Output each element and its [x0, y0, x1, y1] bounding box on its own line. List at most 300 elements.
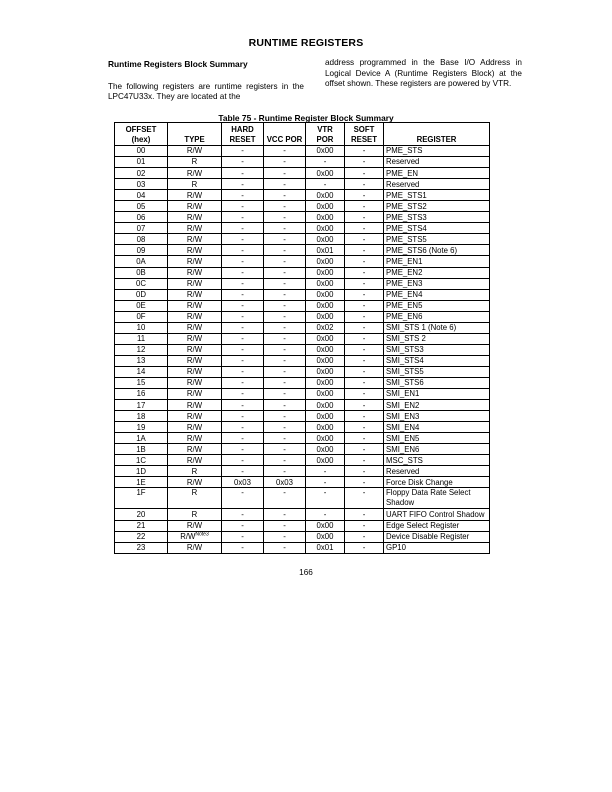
header-type: TYPE [168, 123, 222, 146]
cell-soft-reset: - [345, 433, 384, 444]
cell-hard-reset: - [222, 433, 264, 444]
cell-hard-reset: - [222, 366, 264, 377]
cell-vcc-por: - [264, 366, 306, 377]
cell-vcc-por: - [264, 267, 306, 278]
cell-vtr-por: 0x00 [306, 201, 345, 212]
cell-hard-reset: - [222, 422, 264, 433]
table-row [115, 322, 490, 333]
cell-type: R/W [168, 542, 222, 553]
cell-vtr-por: - [306, 477, 345, 488]
cell-hard-reset: - [222, 146, 264, 157]
cell-vcc-por: - [264, 179, 306, 190]
cell-offset: 04 [115, 190, 168, 201]
page-number: 166 [299, 568, 313, 577]
cell-soft-reset: - [345, 267, 384, 278]
table-row [115, 234, 490, 245]
table-row [115, 542, 490, 553]
cell-vtr-por: 0x01 [306, 245, 345, 256]
cell-register: SMI_STS6 [384, 377, 490, 388]
cell-offset: 22 [115, 531, 168, 542]
cell-vtr-por: 0x00 [306, 377, 345, 388]
cell-register: PME_EN3 [384, 278, 490, 289]
cell-soft-reset: - [345, 344, 384, 355]
table-caption: Table 75 - Runtime Register Block Summary [218, 113, 394, 123]
cell-vcc-por: - [264, 411, 306, 422]
cell-type: R/W [168, 455, 222, 466]
cell-register: Reserved [384, 157, 490, 168]
cell-vcc-por: - [264, 400, 306, 411]
cell-vtr-por: 0x00 [306, 234, 345, 245]
cell-vcc-por: - [264, 322, 306, 333]
cell-register: SMI_STS 1 (Note 6) [384, 322, 490, 333]
cell-hard-reset: - [222, 212, 264, 223]
cell-offset: 18 [115, 411, 168, 422]
header-hard-reset: HARD RESET [222, 123, 264, 146]
cell-soft-reset: - [345, 201, 384, 212]
cell-offset: 0E [115, 300, 168, 311]
table-row [115, 300, 490, 311]
table-row [115, 455, 490, 466]
cell-vcc-por: - [264, 157, 306, 168]
left-column [108, 58, 304, 103]
cell-vtr-por: 0x00 [306, 267, 345, 278]
cell-type: R/W [168, 267, 222, 278]
cell-soft-reset: - [345, 509, 384, 520]
cell-hard-reset: - [222, 509, 264, 520]
cell-type: R/W [168, 234, 222, 245]
cell-soft-reset: - [345, 366, 384, 377]
cell-hard-reset: - [222, 289, 264, 300]
cell-offset: 1D [115, 466, 168, 477]
cell-register: Floppy Data Rate Select Shadow [384, 488, 490, 509]
cell-soft-reset: - [345, 234, 384, 245]
table-row [115, 278, 490, 289]
table-row [115, 422, 490, 433]
cell-vtr-por: - [306, 179, 345, 190]
cell-offset: 14 [115, 366, 168, 377]
cell-soft-reset: - [345, 477, 384, 488]
cell-vcc-por: - [264, 223, 306, 234]
cell-offset: 1F [115, 488, 168, 509]
cell-vtr-por: 0x01 [306, 542, 345, 553]
cell-hard-reset: - [222, 311, 264, 322]
cell-register: PME_STS4 [384, 223, 490, 234]
cell-offset: 11 [115, 333, 168, 344]
cell-offset: 05 [115, 201, 168, 212]
cell-register: PME_EN [384, 168, 490, 179]
cell-vtr-por: 0x00 [306, 355, 345, 366]
cell-offset: 19 [115, 422, 168, 433]
cell-vcc-por: - [264, 168, 306, 179]
table-row [115, 146, 490, 157]
cell-offset: 0D [115, 289, 168, 300]
cell-offset: 15 [115, 377, 168, 388]
cell-vcc-por: - [264, 256, 306, 267]
cell-type: R/W [168, 355, 222, 366]
cell-type: R/W [168, 212, 222, 223]
cell-type: R/W [168, 190, 222, 201]
cell-vtr-por: 0x00 [306, 455, 345, 466]
cell-soft-reset: - [345, 542, 384, 553]
cell-vcc-por: - [264, 466, 306, 477]
cell-type: R/W [168, 146, 222, 157]
cell-vtr-por: 0x00 [306, 531, 345, 542]
cell-vcc-por: - [264, 455, 306, 466]
cell-vcc-por: - [264, 520, 306, 531]
table-row [115, 179, 490, 190]
cell-register: SMI_STS5 [384, 366, 490, 377]
cell-type: R/W [168, 311, 222, 322]
header-vtr-por: VTR POR [306, 123, 345, 146]
cell-vcc-por: - [264, 146, 306, 157]
cell-offset: 08 [115, 234, 168, 245]
section-heading: Runtime Registers Block Summary [108, 59, 248, 69]
cell-hard-reset: - [222, 389, 264, 400]
cell-type: R/W [168, 245, 222, 256]
cell-soft-reset: - [345, 256, 384, 267]
cell-offset: 1E [115, 477, 168, 488]
cell-vcc-por: 0x03 [264, 477, 306, 488]
table-row [115, 212, 490, 223]
cell-offset: 03 [115, 179, 168, 190]
cell-hard-reset: - [222, 455, 264, 466]
table-row [115, 256, 490, 267]
intro-paragraph-left: The following registers are runtime registers in the LPC47U33x. They are located at the [108, 81, 304, 102]
cell-vtr-por: 0x00 [306, 411, 345, 422]
cell-register: SMI_EN3 [384, 411, 490, 422]
table-row [115, 311, 490, 322]
header-register: REGISTER [384, 123, 490, 146]
cell-type: R/W [168, 477, 222, 488]
cell-vcc-por: - [264, 289, 306, 300]
table-row [115, 411, 490, 422]
cell-vtr-por: 0x00 [306, 146, 345, 157]
table-row [115, 223, 490, 234]
right-column [325, 58, 522, 90]
cell-offset: 13 [115, 355, 168, 366]
cell-vcc-por: - [264, 433, 306, 444]
cell-register: PME_STS3 [384, 212, 490, 223]
cell-hard-reset: - [222, 278, 264, 289]
cell-type: R/W [168, 400, 222, 411]
cell-vtr-por: - [306, 157, 345, 168]
cell-offset: 12 [115, 344, 168, 355]
cell-vtr-por: 0x00 [306, 444, 345, 455]
cell-hard-reset: - [222, 223, 264, 234]
cell-soft-reset: - [345, 245, 384, 256]
cell-vcc-por: - [264, 333, 306, 344]
cell-vcc-por: - [264, 389, 306, 400]
cell-hard-reset: - [222, 267, 264, 278]
table-row [115, 157, 490, 168]
cell-register: SMI_EN5 [384, 433, 490, 444]
cell-hard-reset: - [222, 531, 264, 542]
cell-type: R [168, 509, 222, 520]
cell-hard-reset: - [222, 179, 264, 190]
cell-type: R/W [168, 322, 222, 333]
cell-register: PME_EN5 [384, 300, 490, 311]
cell-vcc-por: - [264, 201, 306, 212]
cell-offset: 23 [115, 542, 168, 553]
table-row [115, 168, 490, 179]
cell-type: R/W [168, 520, 222, 531]
cell-hard-reset: - [222, 234, 264, 245]
table-body [115, 146, 490, 554]
cell-soft-reset: - [345, 223, 384, 234]
cell-type: R/W [168, 389, 222, 400]
table-row [115, 267, 490, 278]
cell-offset: 0C [115, 278, 168, 289]
cell-hard-reset: - [222, 300, 264, 311]
cell-soft-reset: - [345, 168, 384, 179]
cell-vtr-por: - [306, 488, 345, 509]
cell-vcc-por: - [264, 278, 306, 289]
cell-soft-reset: - [345, 411, 384, 422]
cell-register: SMI_STS3 [384, 344, 490, 355]
cell-soft-reset: - [345, 400, 384, 411]
cell-vcc-por: - [264, 190, 306, 201]
cell-vtr-por: 0x00 [306, 278, 345, 289]
cell-offset: 01 [115, 157, 168, 168]
cell-vtr-por: 0x00 [306, 520, 345, 531]
cell-soft-reset: - [345, 333, 384, 344]
cell-register: Reserved [384, 466, 490, 477]
header-soft-reset: SOFT RESET [345, 123, 384, 146]
cell-vtr-por: 0x00 [306, 212, 345, 223]
table-row [115, 377, 490, 388]
cell-type: R/W [168, 333, 222, 344]
cell-vtr-por: 0x00 [306, 311, 345, 322]
cell-soft-reset: - [345, 179, 384, 190]
cell-vtr-por: 0x00 [306, 190, 345, 201]
cell-type: R [168, 488, 222, 509]
cell-register: PME_EN4 [384, 289, 490, 300]
cell-vcc-por: - [264, 344, 306, 355]
table-row [115, 400, 490, 411]
cell-type: R/W [168, 422, 222, 433]
cell-soft-reset: - [345, 157, 384, 168]
cell-offset: 21 [115, 520, 168, 531]
cell-type: R/W [168, 168, 222, 179]
table-row [115, 509, 490, 520]
cell-vtr-por: 0x02 [306, 322, 345, 333]
header-vcc-por: VCC POR [264, 123, 306, 146]
cell-vtr-por: 0x00 [306, 366, 345, 377]
cell-type: R [168, 179, 222, 190]
cell-vtr-por: 0x00 [306, 168, 345, 179]
intro-paragraph-right: address programmed in the Base I/O Address in Logical Device A (Runtime Registers Block) at the offset shown. These registers are powered by VTR. [325, 58, 522, 89]
cell-vtr-por: 0x00 [306, 400, 345, 411]
table-row [115, 477, 490, 488]
cell-hard-reset: - [222, 444, 264, 455]
cell-hard-reset: - [222, 201, 264, 212]
cell-hard-reset: - [222, 157, 264, 168]
cell-type: R/W [168, 278, 222, 289]
cell-offset: 1B [115, 444, 168, 455]
table-row [115, 531, 490, 542]
cell-hard-reset: - [222, 542, 264, 553]
cell-vcc-por: - [264, 311, 306, 322]
cell-register: PME_STS [384, 146, 490, 157]
cell-hard-reset: - [222, 245, 264, 256]
cell-type: R/W [168, 377, 222, 388]
cell-vtr-por: 0x00 [306, 223, 345, 234]
cell-hard-reset: - [222, 400, 264, 411]
cell-hard-reset: - [222, 466, 264, 477]
cell-hard-reset: - [222, 377, 264, 388]
cell-offset: 20 [115, 509, 168, 520]
cell-type: R/W [168, 344, 222, 355]
cell-hard-reset: - [222, 168, 264, 179]
cell-register: PME_STS2 [384, 201, 490, 212]
cell-vtr-por: 0x00 [306, 433, 345, 444]
cell-vcc-por: - [264, 531, 306, 542]
cell-offset: 00 [115, 146, 168, 157]
cell-vtr-por: 0x00 [306, 389, 345, 400]
cell-register: Reserved [384, 179, 490, 190]
cell-soft-reset: - [345, 300, 384, 311]
cell-vcc-por: - [264, 542, 306, 553]
cell-vcc-por: - [264, 444, 306, 455]
cell-soft-reset: - [345, 190, 384, 201]
table-row [115, 289, 490, 300]
runtime-register-table [114, 122, 490, 554]
cell-hard-reset: - [222, 520, 264, 531]
cell-vtr-por: 0x00 [306, 300, 345, 311]
table-row [115, 190, 490, 201]
cell-register: SMI_EN1 [384, 389, 490, 400]
cell-hard-reset: - [222, 411, 264, 422]
cell-register: GP10 [384, 542, 490, 553]
cell-register: SMI_EN4 [384, 422, 490, 433]
cell-hard-reset: 0x03 [222, 477, 264, 488]
cell-type: R/W [168, 411, 222, 422]
cell-soft-reset: - [345, 488, 384, 509]
cell-hard-reset: - [222, 355, 264, 366]
cell-vtr-por: 0x00 [306, 422, 345, 433]
cell-register: Edge Select Register [384, 520, 490, 531]
cell-soft-reset: - [345, 289, 384, 300]
table-header-row [115, 123, 490, 146]
cell-register: PME_STS5 [384, 234, 490, 245]
cell-register: Force Disk Change [384, 477, 490, 488]
cell-hard-reset: - [222, 488, 264, 509]
cell-vtr-por: 0x00 [306, 256, 345, 267]
table-row [115, 344, 490, 355]
cell-vcc-por: - [264, 422, 306, 433]
cell-offset: 09 [115, 245, 168, 256]
cell-offset: 17 [115, 400, 168, 411]
cell-offset: 0F [115, 311, 168, 322]
table-row [115, 245, 490, 256]
cell-vcc-por: - [264, 509, 306, 520]
table-row [115, 355, 490, 366]
cell-vcc-por: - [264, 488, 306, 509]
cell-vtr-por: 0x00 [306, 344, 345, 355]
cell-type: R/W [168, 201, 222, 212]
cell-register: PME_STS1 [384, 190, 490, 201]
cell-soft-reset: - [345, 212, 384, 223]
cell-vcc-por: - [264, 300, 306, 311]
cell-offset: 02 [115, 168, 168, 179]
cell-soft-reset: - [345, 311, 384, 322]
cell-type: R [168, 466, 222, 477]
cell-soft-reset: - [345, 455, 384, 466]
cell-type: R/W [168, 433, 222, 444]
table-row [115, 488, 490, 509]
table-row [115, 444, 490, 455]
cell-register: SMI_STS4 [384, 355, 490, 366]
table-row [115, 366, 490, 377]
cell-soft-reset: - [345, 146, 384, 157]
cell-type: R/W [168, 444, 222, 455]
table-row [115, 520, 490, 531]
note-superscript: Note3 [195, 531, 209, 538]
cell-type: R/W$^{Note3}$ [168, 531, 222, 542]
table-row [115, 333, 490, 344]
cell-type: R/W [168, 256, 222, 267]
cell-register: SMI_STS 2 [384, 333, 490, 344]
cell-type: R/W [168, 366, 222, 377]
cell-soft-reset: - [345, 466, 384, 477]
cell-type: R/W [168, 289, 222, 300]
cell-vcc-por: - [264, 234, 306, 245]
cell-hard-reset: - [222, 333, 264, 344]
cell-offset: 1A [115, 433, 168, 444]
cell-vtr-por: - [306, 466, 345, 477]
cell-vcc-por: - [264, 212, 306, 223]
cell-hard-reset: - [222, 256, 264, 267]
cell-soft-reset: - [345, 389, 384, 400]
cell-register: SMI_EN2 [384, 400, 490, 411]
cell-vtr-por: - [306, 509, 345, 520]
cell-type: R [168, 157, 222, 168]
cell-offset: 16 [115, 389, 168, 400]
cell-soft-reset: - [345, 520, 384, 531]
table-row [115, 433, 490, 444]
cell-soft-reset: - [345, 377, 384, 388]
cell-type: R/W [168, 223, 222, 234]
cell-vtr-por: 0x00 [306, 333, 345, 344]
cell-type: R/W [168, 300, 222, 311]
cell-register: PME_EN1 [384, 256, 490, 267]
cell-vtr-por: 0x00 [306, 289, 345, 300]
table-row [115, 389, 490, 400]
cell-register: PME_EN2 [384, 267, 490, 278]
cell-vcc-por: - [264, 377, 306, 388]
cell-hard-reset: - [222, 322, 264, 333]
cell-soft-reset: - [345, 531, 384, 542]
cell-register: PME_STS6 (Note 6) [384, 245, 490, 256]
cell-soft-reset: - [345, 278, 384, 289]
cell-soft-reset: - [345, 422, 384, 433]
cell-register: UART FIFO Control Shadow [384, 509, 490, 520]
cell-offset: 07 [115, 223, 168, 234]
page-title: RUNTIME REGISTERS [248, 37, 364, 49]
cell-offset: 0B [115, 267, 168, 278]
cell-soft-reset: - [345, 355, 384, 366]
cell-offset: 06 [115, 212, 168, 223]
cell-offset: 0A [115, 256, 168, 267]
cell-vcc-por: - [264, 245, 306, 256]
cell-register: SMI_EN6 [384, 444, 490, 455]
header-offset: OFFSET (hex) [115, 123, 168, 146]
cell-offset: 10 [115, 322, 168, 333]
cell-register: MSC_STS [384, 455, 490, 466]
table-row [115, 201, 490, 212]
cell-register: Device Disable Register [384, 531, 490, 542]
cell-offset: 1C [115, 455, 168, 466]
